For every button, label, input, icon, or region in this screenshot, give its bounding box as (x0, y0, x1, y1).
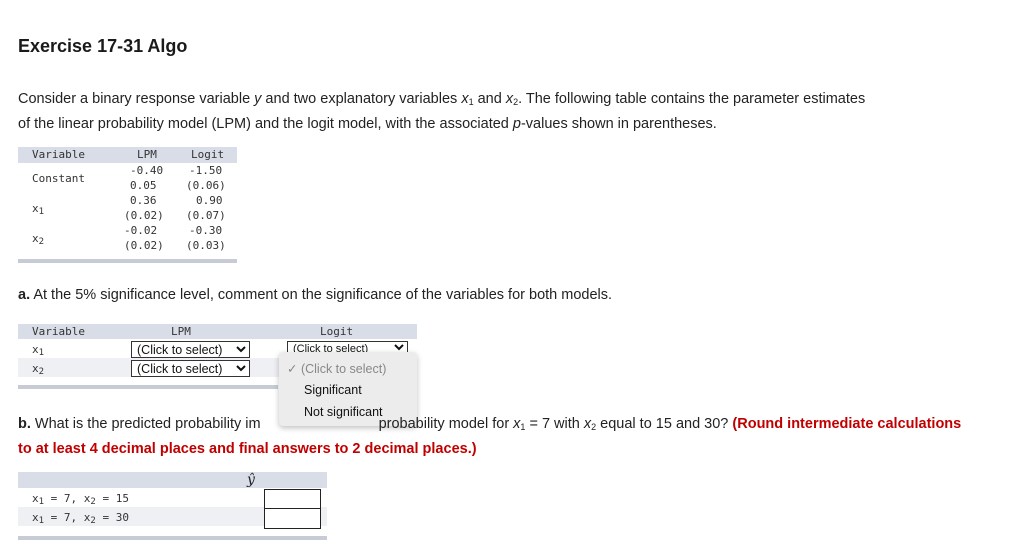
dropdown-option-significant[interactable]: Significant (304, 383, 362, 397)
problem-intro: Consider a binary response variable y and two explanatory variables $x_1$ and $x_2$. The following table contains the parameter estimates of the linear probability model (LPM) and the logit model, with the associated p-values shown in parentheses. (18, 91, 866, 132)
logit-x2-pvalue: (0.03) (186, 239, 226, 252)
lpm-x1-pvalue: (0.02) (124, 209, 164, 222)
logit-x1-estimate: 0.90 (196, 194, 223, 207)
col-header-lpm: LPM (171, 325, 191, 338)
row-label-x2-30: $x_1 = 7$, $x_2 = 30$ (32, 511, 129, 526)
logit-x2-estimate: -0.30 (189, 224, 223, 237)
table-footer-bar (18, 259, 237, 263)
dropdown-option-not-significant[interactable]: Not significant (304, 405, 383, 419)
lpm-x2-pvalue: (0.02) (124, 239, 164, 252)
lpm-constant-pvalue: 0.05 (130, 179, 157, 192)
answer-input-x2-15[interactable] (264, 489, 321, 510)
row-label-x2: $x_2$ (32, 362, 45, 377)
dropdown-option-click-to-select[interactable]: ✓ (Click to select) (287, 362, 387, 376)
lpm-x1-estimate: 0.36 (130, 194, 157, 207)
page-title: Exercise 17-31 Algo (18, 36, 188, 56)
logit-constant-estimate: -1.50 (189, 164, 223, 177)
logit-constant-pvalue: (0.06) (186, 179, 226, 192)
lpm-x1-select[interactable] (131, 341, 250, 358)
col-header-logit: Logit (320, 325, 354, 338)
lpm-x2-estimate: -0.02 (124, 224, 158, 237)
question-a: a. At the 5% significance level, comment on the significance of the variables for both models. (18, 287, 613, 303)
table-footer-bar (18, 385, 278, 389)
row-label-x1: $x_1$ (32, 343, 45, 358)
row-label-x2: $x_2$ (32, 232, 45, 247)
estimates-table (18, 147, 237, 263)
col-header-logit: Logit (191, 148, 225, 161)
col-header-lpm: LPM (137, 148, 157, 161)
y-hat-header: ŷ (247, 472, 255, 488)
lpm-constant-estimate: -0.40 (130, 164, 164, 177)
prediction-table (18, 472, 327, 541)
logit-x1-pvalue: (0.07) (186, 209, 226, 222)
col-header-variable: Variable (32, 325, 85, 338)
row-label-x2-15: $x_1 = 7$, $x_2 = 15$ (32, 492, 129, 507)
lpm-x2-select[interactable] (131, 360, 250, 377)
row-label-constant: Constant (32, 172, 85, 185)
table-footer-bar (18, 536, 327, 540)
question-b: b. What is the predicted probability im probability model for $x_1 = 7$ with $x_2$ equal to 15 and 30? (Round intermediate calculations to at least 4 decimal places and final answers to 2 decimal places.) (18, 416, 962, 457)
col-header-variable: Variable (32, 148, 85, 161)
row-label-x1: $x_1$ (32, 202, 45, 217)
answer-input-x2-30[interactable] (264, 508, 321, 529)
